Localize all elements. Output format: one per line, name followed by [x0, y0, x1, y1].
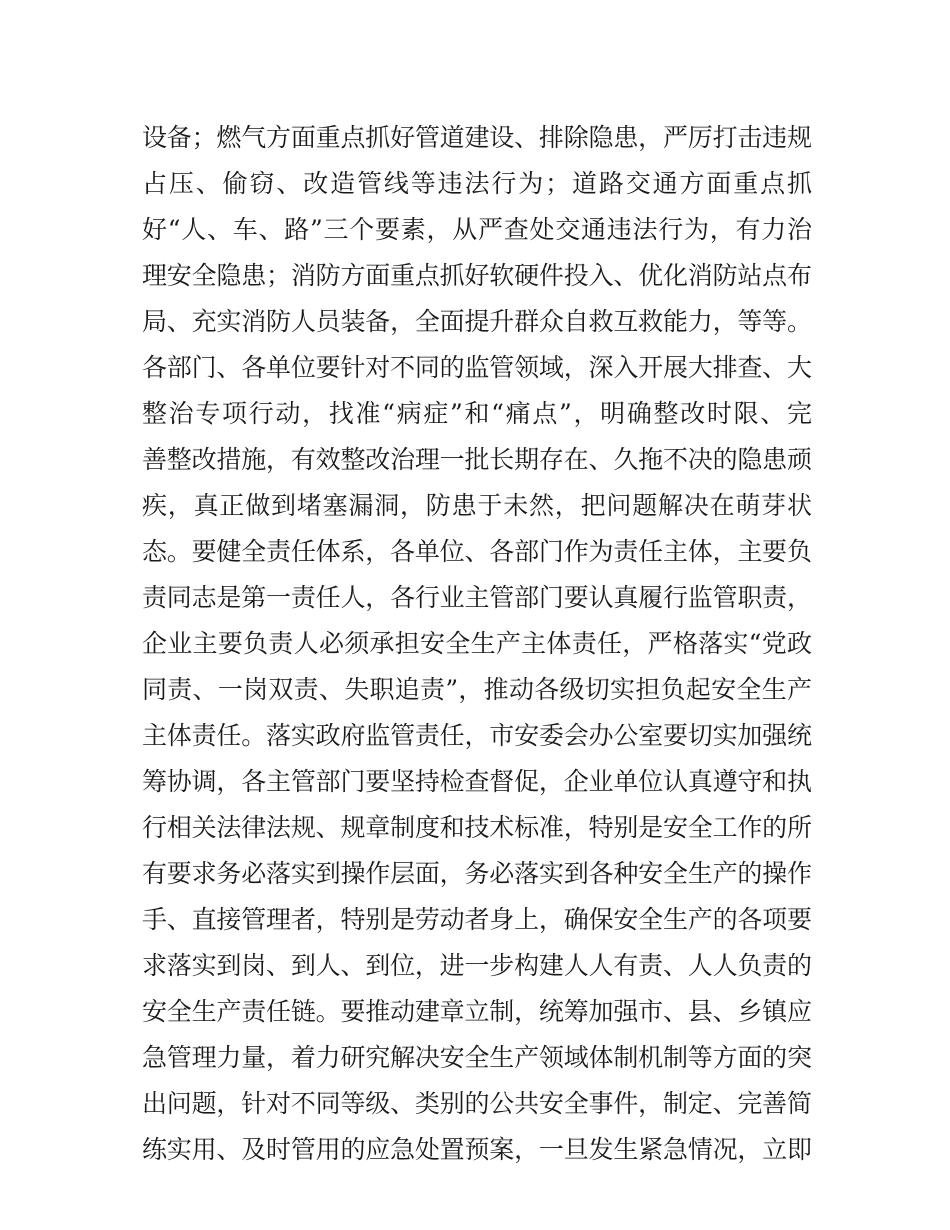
text-line: 行相关法律法规、规章制度和技术标准，特别是安全工作的所: [142, 813, 812, 842]
text-line: 有要求务必落实到操作层面，务必落实到各种安全生产的操作: [142, 859, 812, 888]
text-line: 责同志是第一责任人，各行业主管部门要认真履行监管职责，: [142, 583, 812, 612]
body-text: [142, 115, 812, 1173]
text-line: 安全生产责任链。要推动建章立制，统筹加强市、县、乡镇应: [142, 997, 812, 1026]
text-line: 练实用、及时管用的应急处置预案，一旦发生紧急情况，立即: [142, 1135, 812, 1164]
text-line: 手、直接管理者，特别是劳动者身上，确保安全生产的各项要: [142, 905, 812, 934]
text-line: 整治专项行动，找准“病症”和“痛点”，明确整改时限、完: [142, 399, 814, 428]
text-line: 局、充实消防人员装备，全面提升群众自救互救能力，等等。: [142, 307, 812, 336]
text-line: 善整改措施，有效整改治理一批长期存在、久拖不决的隐患顽: [142, 445, 812, 474]
text-line: 主体责任。落实政府监管责任，市安委会办公室要切实加强统: [142, 721, 812, 750]
text-line: 急管理力量，着力研究解决安全生产领域体制机制等方面的突: [142, 1043, 812, 1072]
text-line: 理安全隐患；消防方面重点抓好软硬件投入、优化消防站点布: [142, 261, 812, 290]
text-line: 企业主要负责人必须承担安全生产主体责任，严格落实“党政: [142, 629, 813, 658]
text-line: 同责、一岗双责、失职追责”，推动各级切实担负起安全生产: [142, 675, 813, 704]
text-line: 疾，真正做到堵塞漏洞，防患于未然，把问题解决在萌芽状: [142, 491, 813, 520]
text-line: 设备；燃气方面重点抓好管道建设、排除隐患，严厉打击违规: [142, 123, 812, 152]
text-line: 好“人、车、路”三个要素，从严查处交通违法行为，有力治: [142, 215, 813, 244]
text-line: 求落实到岗、到人、到位，进一步构建人人有责、人人负责的: [142, 951, 812, 980]
text-line: 出问题，针对不同等级、类别的公共安全事件，制定、完善简: [142, 1089, 812, 1118]
text-line: 占压、偷窃、改造管线等违法行为；道路交通方面重点抓: [142, 169, 814, 198]
text-line: 态。要健全责任体系，各单位、各部门作为责任主体，主要负: [142, 537, 812, 566]
text-line: 各部门、各单位要针对不同的监管领域，深入开展大排查、大: [142, 353, 812, 382]
text-line: 筹协调，各主管部门要坚持检查督促，企业单位认真遵守和执: [142, 767, 812, 796]
